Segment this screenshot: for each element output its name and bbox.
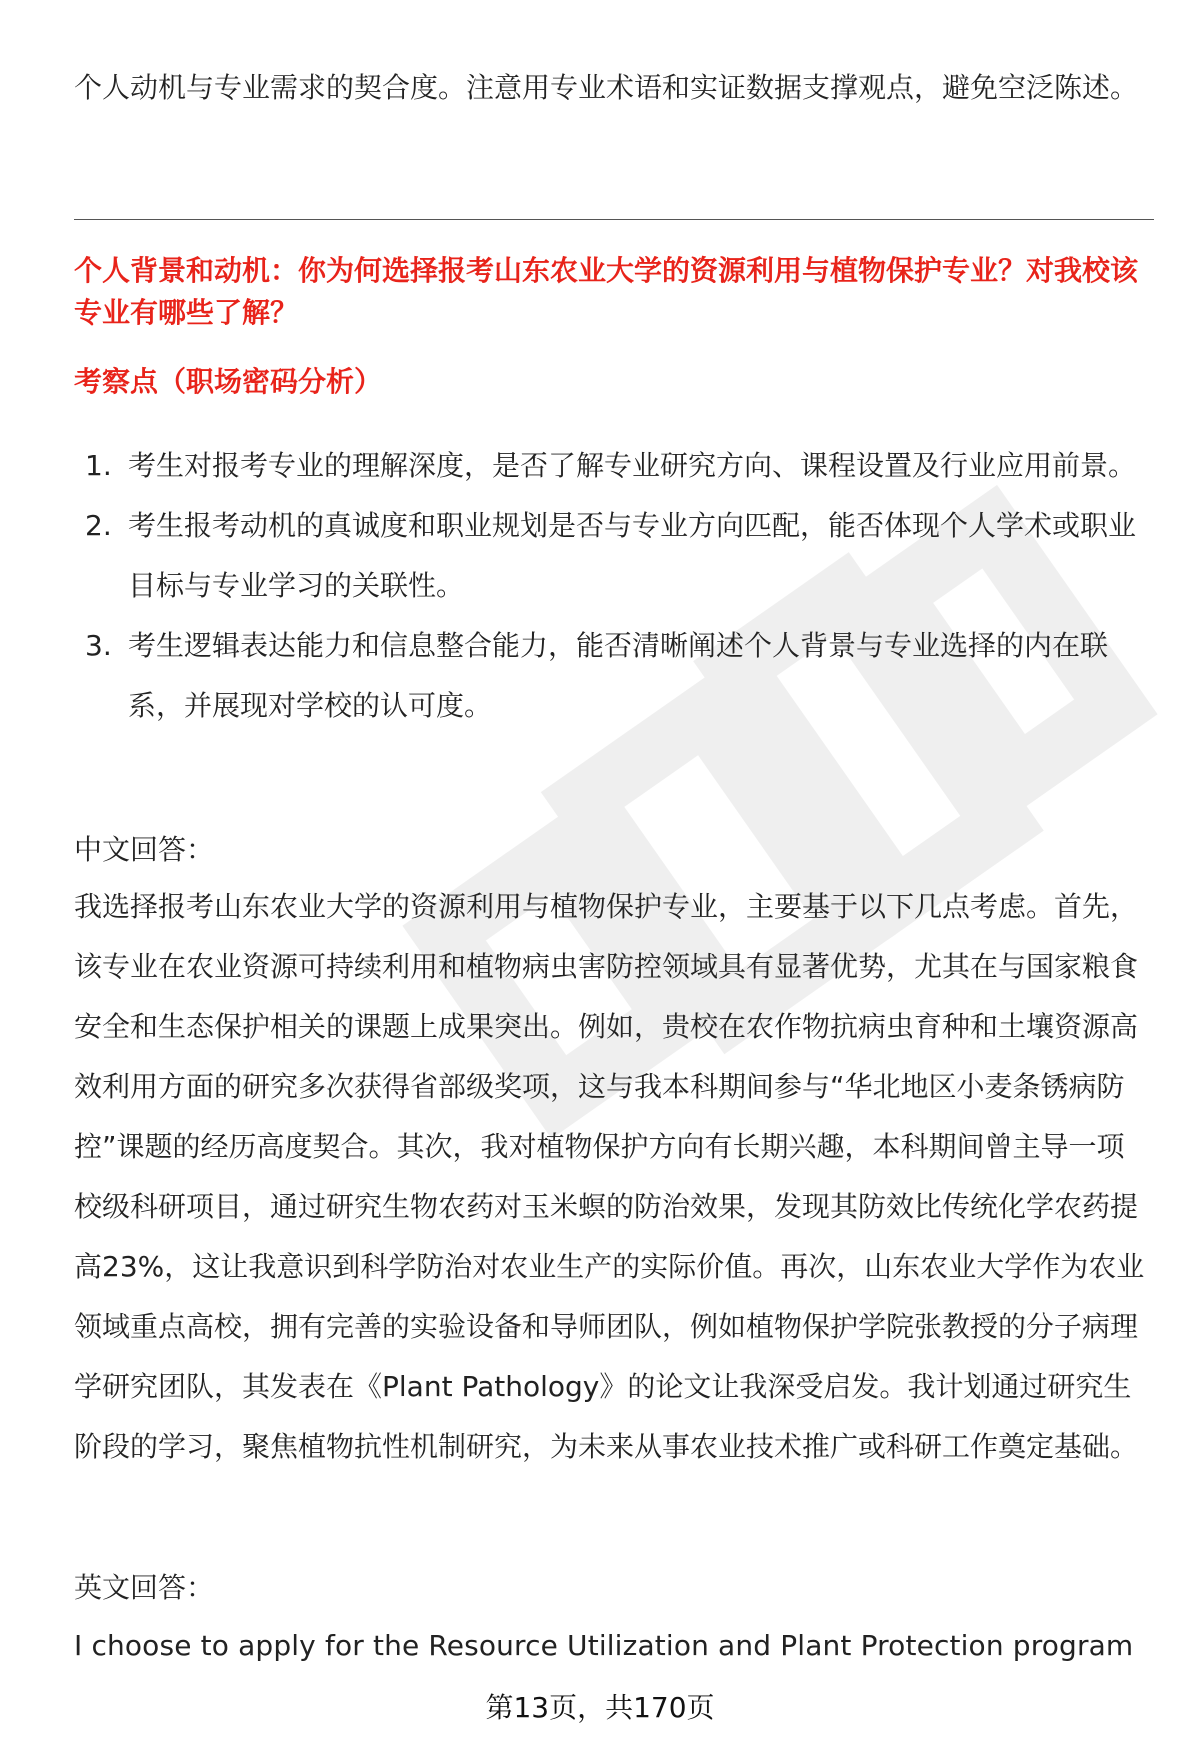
page-number-footer: 第13页，共170页 [485,1691,715,1724]
intro-paragraph: 个人动机与专业需求的契合度。注意用专业术语和实证数据支撑观点，避免空泛陈述。 [74,71,1139,104]
list-item [74,616,1154,736]
chinese-answer-paragraph: 我选择报考山东农业大学的资源利用与植物保护专业，主要基于以下几点考虑。首先，该专业在农业资源可持续利用和植物病虫害防控领域具有显著优势，尤其在与国家粮食安全和生态保护相关的课题上成果突出。例如，贵校在农作物抗病虫育种和土壤资源高效利用方面的研究多次获得省部级奖项，这与我本科期间参与“华北地区小麦条锈病防控”课题的经历高度契合。其次，我对植物保护方向有长期兴趣，本科期间曾主导一项校级科研项目，通过研究生物农药对玉米螟的防治效果，发现其防效比传统化学农药提高23%，这让我意识到科学防治对农业生产的实际价值。再次，山东农业大学作为农业领域重点高校，拥有完善的实验设备和导师团队，例如植物保护学院张教授的分子病理学研究团队，其发表在《Plant Pathology》的论文让我深受启发。我计划通过研究生阶段的学习，聚焦植物抗性机制研究，为未来从事农业技术推广或科研工作奠定基础。 [74,890,1145,1463]
list-item-text: 考生报考动机的真诚度和职业规划是否与专业方向匹配，能否体现个人学术或职业目标与专业学习的关联性。 [128,509,1137,602]
list-item-number: 2. [85,509,112,542]
assessment-points-heading: 考察点（职场密码分析） [74,365,383,398]
list-item-text: 考生对报考专业的理解深度，是否了解专业研究方向、课程设置及行业应用前景。 [128,449,1137,482]
assessment-points-list [74,436,1154,736]
list-item-number: 1. [85,449,112,482]
chinese-answer-heading: 中文回答： [74,833,215,866]
english-answer-paragraph: I choose to apply for the Resource Utilization and Plant Protection program [74,1629,1134,1662]
list-item-number: 3. [85,629,112,662]
english-answer-heading: 英文回答： [74,1571,215,1604]
section-divider [74,219,1154,220]
list-item [74,436,1154,496]
list-item [74,496,1154,616]
question-heading: 个人背景和动机：你为何选择报考山东农业大学的资源利用与植物保护专业？对我校该专业有哪些了解？ [74,254,1139,329]
list-item-text: 考生逻辑表达能力和信息整合能力，能否清晰阐述个人背景与专业选择的内在联系，并展现对学校的认可度。 [128,629,1109,722]
